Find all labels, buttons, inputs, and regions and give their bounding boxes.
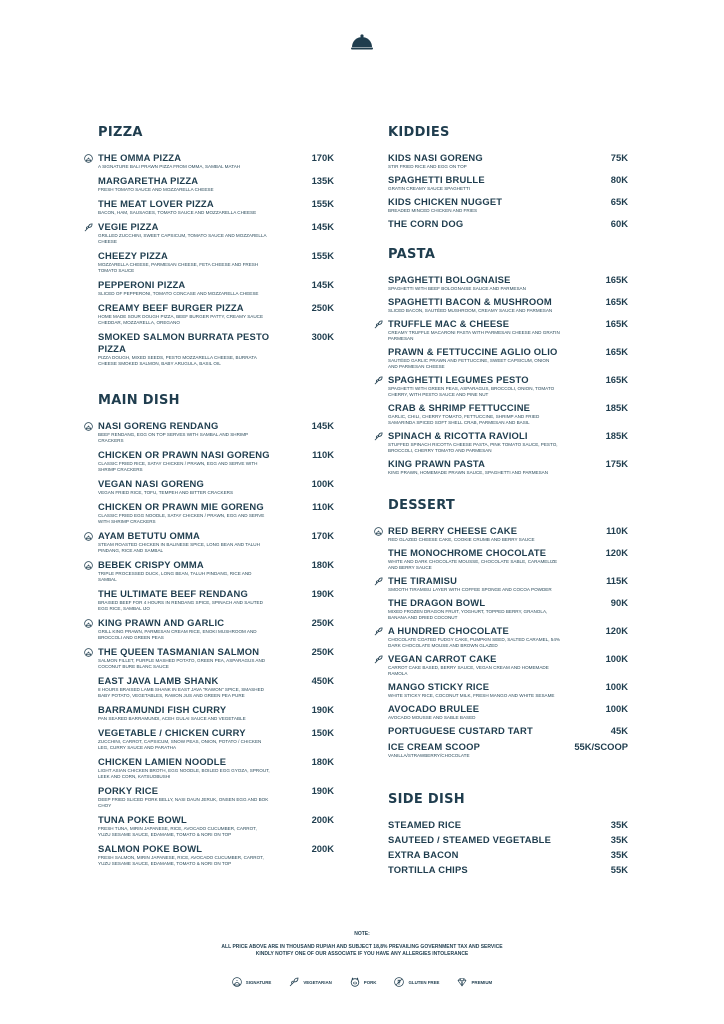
section-title: MAIN DISH <box>98 393 180 408</box>
menu-item-row <box>388 849 628 861</box>
menu-item-name: MARGARETHA PIZZA <box>98 175 199 186</box>
menu-item-price: 165K <box>605 346 628 357</box>
menu-item-price: 65K <box>610 196 628 207</box>
menu-item-row <box>388 597 628 609</box>
menu-item-description: CLASSIC FRIED RICE, SATAY CHICKEN / PRAWN, EGG AND SERVE WITH SHRIMP CRACKERS <box>98 461 258 472</box>
menu-item <box>388 346 628 370</box>
menu-item-row <box>98 646 334 658</box>
menu-item-description: SALMON FILLET, PURPLE MASHED POTATO, GREEN PEA, ASPARAGUS AND COCONUT BURE BLANC SAUCE <box>98 658 266 669</box>
menu-item-description: 8 HOURS BRAISED LAMB SHANK IN EAST JAVA "RAWON" SPICE, SMASHED BABY POTATO, VEGETABLES, RAWON JUS AND GREEN PEA PURE <box>98 687 264 698</box>
menu-item-name: AVOCADO BRULEE <box>388 703 480 714</box>
menu-item-price: 250K <box>311 646 334 657</box>
item-list <box>388 152 628 230</box>
menu-item-price: 100K <box>605 681 628 692</box>
menu-item-name: THE OMMA PIZZA <box>98 152 182 163</box>
menu-item-row <box>388 703 628 715</box>
menu-item-row <box>98 152 334 164</box>
menu-item-price: 180K <box>311 756 334 767</box>
menu-item-name: SMOKED SALMON BURRATA PESTO PIZZA <box>98 331 270 354</box>
menu-item <box>98 588 334 612</box>
menu-item-row <box>388 525 628 537</box>
menu-item-name: SALMON POKE BOWL <box>98 843 203 854</box>
menu-item-name: TORTILLA CHIPS <box>388 864 468 875</box>
menu-item <box>98 221 334 245</box>
menu-item <box>98 646 334 670</box>
menu-item-row <box>388 152 628 164</box>
menu-item-price: 180K <box>311 559 334 570</box>
menu-item <box>388 625 628 649</box>
menu-item <box>388 819 628 831</box>
menu-item-price: 115K <box>606 575 628 586</box>
menu-item-name: SPAGHETTI BRULLE <box>388 174 485 185</box>
menu-item-name: KING PRAWN AND GARLIC <box>98 617 225 628</box>
menu-item-name: PRAWN & FETTUCCINE AGLIO OLIO <box>388 346 558 357</box>
menu-item-description: RED GLAZED CHEESE CAKE, COOKIE CRUMB AND BERRY SAUCE <box>388 537 535 542</box>
menu-item-row <box>98 530 334 542</box>
menu-item-row <box>388 296 628 308</box>
premium-icon <box>457 977 467 987</box>
menu-item-name: STEAMED RICE <box>388 819 462 830</box>
menu-item <box>388 741 628 759</box>
menu-item-row <box>98 704 334 716</box>
menu-item-name: THE ULTIMATE BEEF RENDANG <box>98 588 248 599</box>
menu-item <box>388 430 628 454</box>
menu-item-row <box>98 559 334 571</box>
menu-item-description: LIGHT ASIAN CHICKEN BROTH, EGG NOODLE, BOILED EGG GYOZA, SPROUT, LEEK AND CORN, KATSUOBUSHI <box>98 768 270 779</box>
menu-item-description: FRESH SALMON, MIRIN JAPANESE, RICE, AVOCADO CUCUMBER, CARROT, YUZU SESAME SAUCE, EDAMAME, TOMATO & NORI ON TOP <box>98 855 264 866</box>
menu-item-price: 120K <box>605 547 628 558</box>
legend-label: GLUTEN FREE <box>408 979 440 985</box>
menu-item-price: 100K <box>605 653 628 664</box>
menu-item-description: SAUTÉED GARLIC PRAWN AND FETTUCCINE, SWEET CAPSICUM, ONION AND PARMESAN CHEESE <box>388 358 550 369</box>
menu-item-name: CREAMY BEEF BURGER PIZZA <box>98 302 244 313</box>
menu-item <box>98 814 334 838</box>
menu-item <box>98 785 334 809</box>
section-kiddies <box>388 124 628 234</box>
menu-item <box>98 501 334 525</box>
menu-item-description: SLICED BACON, SAUTÉED MUSHROOM, CREAMY SAUCE AND PARMESAN <box>388 308 553 313</box>
menu-item-description: A SIGNATURE BALI PRAWN PIZZA FROM OMMA, SAMBAL MATAH <box>98 164 241 169</box>
menu-item-description: STIR FRIED RICE AND EGG ON TOP <box>388 164 467 169</box>
item-list <box>98 152 334 367</box>
menu-item-name: VEGIE PIZZA <box>98 221 159 232</box>
menu-item-price: 155K <box>311 250 334 261</box>
menu-item-row <box>388 575 628 587</box>
vegetarian-icon <box>374 432 383 441</box>
note-line-allergy: KINDLY NOTIFY ONE OF OUR ASSOCIATE IF YOU HAVE ANY ALLERGIES INTOLERANCE <box>255 951 469 957</box>
signature-icon <box>84 619 93 628</box>
menu-item-description: PAN SEARED BARRAMUNDI, ACEH GULAI SAUCE AND VEGETABLE <box>98 716 246 721</box>
menu-item-row <box>388 274 628 286</box>
section-pasta <box>388 246 628 480</box>
menu-item-row <box>388 218 628 230</box>
menu-item-description: BREADED MINCED CHICKEN AND FRIES <box>388 208 478 213</box>
menu-item-row <box>98 617 334 629</box>
menu-item-row <box>98 420 334 432</box>
menu-item-name: THE TIRAMISU <box>388 575 458 586</box>
menu-item-description: TRIPLE PROCESSED DUCK, LONG BEAN, TALUH PINDANG, RICE AND SAMBAL <box>98 571 252 582</box>
menu-item-row <box>388 318 628 330</box>
menu-item-name: CHICKEN OR PRAWN NASI GORENG <box>98 449 270 460</box>
menu-item-name: VEGAN NASI GORENG <box>98 478 205 489</box>
menu-item-price: 100K <box>311 478 334 489</box>
menu-item-name: A HUNDRED CHOCOLATE <box>388 625 509 636</box>
menu-item-row <box>98 250 334 262</box>
menu-item <box>388 597 628 621</box>
menu-item <box>388 174 628 192</box>
item-list <box>388 525 628 759</box>
menu-item-price: 185K <box>605 402 628 413</box>
menu-item <box>388 834 628 846</box>
menu-item-row <box>98 331 334 355</box>
menu-item-name: SPINACH & RICOTTA RAVIOLI <box>388 430 528 441</box>
menu-item <box>98 198 334 216</box>
menu-item-row <box>388 374 628 386</box>
menu-item-name: THE DRAGON BOWL <box>388 597 486 608</box>
menu-item-price: 60K <box>610 218 628 229</box>
section-side-dish <box>388 791 628 879</box>
menu-item-description: WHITE STICKY RICE, COCONUT MILK, FRESH MANGO AND WHITE SESAME <box>388 693 555 698</box>
menu-item-name: EAST JAVA LAMB SHANK <box>98 675 219 686</box>
gluten-free-icon <box>394 977 404 987</box>
menu-item-name: KIDS NASI GORENG <box>388 152 483 163</box>
menu-item-row <box>388 174 628 186</box>
menu-item-description: SMOOTH TIRAMISU LAYER WITH COFFEE SPONGE AND COCOA POWDER <box>388 587 552 592</box>
menu-item-description: PIZZA DOUGH, MIXED SEEDS, PESTO MOZZARELLA CHEESE, BURRATA CHEESE SMOKED SALMON, BABY ARUGULA, BASIL OIL <box>98 355 257 366</box>
section-title: SIDE DISH <box>388 792 465 807</box>
signature-icon <box>84 648 93 657</box>
menu-item-price: 175K <box>605 458 628 469</box>
vegetarian-icon <box>374 320 383 329</box>
menu-item-description: HOME MADE SOUR DOUGH PIZZA, BEEF BURGER PATTY, CREAMY SAUCE CHEDDAR, MOZZARELLA, OREGANO <box>98 314 264 325</box>
menu-item-name: KING PRAWN PASTA <box>388 458 486 469</box>
menu-item-row <box>98 501 334 513</box>
legend-item-pork <box>350 977 377 987</box>
vegetarian-icon <box>374 655 383 664</box>
legend-item-vegetarian <box>289 977 331 987</box>
menu-item-price: 170K <box>311 530 334 541</box>
menu-item-price: 145K <box>311 420 334 431</box>
menu-item-price: 90K <box>610 597 628 608</box>
pork-icon <box>350 977 360 987</box>
menu-item-price: 165K <box>605 274 628 285</box>
menu-item <box>388 653 628 677</box>
menu-item-name: CHEEZY PIZZA <box>98 250 168 261</box>
menu-item-row <box>98 785 334 797</box>
menu-item-row <box>98 756 334 768</box>
menu-item-price: 155K <box>311 198 334 209</box>
menu-item-price: 190K <box>311 704 334 715</box>
menu-item <box>388 274 628 292</box>
menu-item <box>98 617 334 641</box>
legend <box>0 977 724 987</box>
menu-item <box>98 704 334 722</box>
vegetarian-icon <box>289 977 299 987</box>
menu-item-price: 55K <box>610 864 628 875</box>
menu-item-price: 165K <box>605 318 628 329</box>
menu-item <box>98 843 334 867</box>
menu-item-name: PORTUGUESE CUSTARD TART <box>388 725 533 736</box>
menu-item <box>388 402 628 426</box>
menu-item-row <box>98 449 334 461</box>
menu-item <box>388 725 628 737</box>
menu-item-description: WHITE AND DARK CHOCOLATE MOUSSE, CHOCOLATE SABLE, CARAMELIZE AND BERRY SAUCE <box>388 559 558 570</box>
menu-item-price: 185K <box>605 430 628 441</box>
menu-item-price: 80K <box>610 174 628 185</box>
menu-item-name: SPAGHETTI BACON & MUSHROOM <box>388 296 552 307</box>
menu-item-description: SPAGHETTI WITH BEEF BOLOGNAISE SAUCE AND PARMESAN <box>388 286 526 291</box>
menu-item-price: 170K <box>311 152 334 163</box>
menu-item <box>388 318 628 342</box>
menu-item-price: 110K <box>606 525 628 536</box>
menu-item-name: ICE CREAM SCOOP <box>388 741 481 752</box>
menu-item-price: 190K <box>311 588 334 599</box>
menu-item-description: CARROT CAKE BASED, BERRY SAUCE, VEGAN CREAM AND HOMEMADE RAMOLA <box>388 665 549 676</box>
menu-item-description: VEGAN FRIED RICE, TOFU, TEMPEH AND BITTER CRACKERS <box>98 490 234 495</box>
menu-item-row <box>388 625 628 637</box>
menu-item-price: 100K <box>605 703 628 714</box>
section-title: KIDDIES <box>388 125 450 140</box>
menu-item-row <box>388 681 628 693</box>
menu-item <box>98 559 334 583</box>
menu-item-row <box>388 725 628 737</box>
menu-item-row <box>98 198 334 210</box>
menu-item-name: THE QUEEN TASMANIAN SALMON <box>98 646 260 657</box>
menu-item-description: CLASSIC FRIED EGG NOODLE, SATAY CHICKEN / PRAWN, EGG AND SERVE WITH SHRIMP CRACKERS <box>98 513 265 524</box>
menu-item-row <box>388 864 628 876</box>
menu-item-name: PORKY RICE <box>98 785 159 796</box>
legend-label: VEGETARIAN <box>303 979 332 985</box>
menu-item-row <box>98 302 334 314</box>
menu-item-description: AVOCADO MOUSSE AND SABLE BASED <box>388 715 476 720</box>
menu-item <box>388 152 628 170</box>
menu-item <box>98 449 334 473</box>
menu-item-name: SPAGHETTI BOLOGNAISE <box>388 274 511 285</box>
menu-item-row <box>388 458 628 470</box>
menu-item-row <box>388 741 628 753</box>
menu-item-row <box>388 653 628 665</box>
section-title: PASTA <box>388 247 436 262</box>
section-pizza <box>98 124 334 372</box>
menu-item-name: THE MEAT LOVER PIZZA <box>98 198 214 209</box>
menu-item <box>388 296 628 314</box>
menu-item <box>98 530 334 554</box>
menu-item-description: SPAGHETTI WITH GREEN PEAS, ASPARAGUS, BROCCOLI, ONION, TOMATO CHERRY, WITH PESTO SAUCE AND PINE NUT <box>388 386 555 397</box>
menu-item-price: 75K <box>610 152 628 163</box>
menu-item-name: TUNA POKE BOWL <box>98 814 187 825</box>
menu-item-description: CREAMY TRUFFLE MACARONI PASTA WITH PARMESAN CHEESE AND GRATIN PARMESAN <box>388 330 560 341</box>
signature-icon <box>84 561 93 570</box>
menu-item-name: CHICKEN OR PRAWN MIE GORENG <box>98 501 264 512</box>
menu-item-price: 250K <box>311 302 334 313</box>
menu-item-price: 120K <box>605 625 628 636</box>
menu-item-name: EXTRA BACON <box>388 849 459 860</box>
menu-item <box>388 864 628 876</box>
menu-item-row <box>98 175 334 187</box>
menu-item-name: BEBEK CRISPY OMMA <box>98 559 204 570</box>
vegetarian-icon <box>374 376 383 385</box>
vegetarian-icon <box>374 577 383 586</box>
menu-item-price: 35K <box>610 819 628 830</box>
menu-item-price: 200K <box>311 843 334 854</box>
menu-item <box>388 218 628 230</box>
menu-item-description: STEAM ROASTED CHICKEN IN BALINESE SPICE, LONG BEAN AND TALUH PINDANG, RICE AND SAMBAL <box>98 542 260 553</box>
menu-item-price: 145K <box>311 221 334 232</box>
vegetarian-icon <box>374 627 383 636</box>
menu-item-name: AYAM BETUTU OMMA <box>98 530 200 541</box>
legend-label: SIGNATURE <box>245 979 272 985</box>
section-title: DESSERT <box>388 498 456 513</box>
menu-item-row <box>388 402 628 414</box>
menu-item-description: FRESH TOMATO SAUCE AND MOZZARELLA CHEESE <box>98 187 214 192</box>
menu-item-row <box>388 547 628 559</box>
cloche-icon <box>351 34 373 50</box>
legend-item-premium <box>457 977 492 987</box>
menu-item <box>388 681 628 699</box>
menu-item-row <box>98 814 334 826</box>
menu-item-row <box>98 221 334 233</box>
menu-item-description: BRAISED BEEF FOR 4 HOURS IN RENDANG SPICE, SPINACH AND SAUTED EGG RICE, SAMBAL IJO <box>98 600 263 611</box>
menu-item-name: PEPPERONI PIZZA <box>98 279 186 290</box>
menu-item <box>98 152 334 170</box>
section-main-dish <box>98 392 334 872</box>
menu-item-price: 300K <box>311 331 334 342</box>
menu-item-description: BEEF RENDANG, EGG ON TOP SERVES WITH SAMBAL AND SHRIMP CRACKERS <box>98 432 249 443</box>
menu-item <box>388 196 628 214</box>
legend-item-signature <box>232 977 272 987</box>
menu-item-description: MOZZARELLA CHEESE, PARMESAN CHEESE, FETA CHEESE AND FRESH TOMATO SAUCE <box>98 262 259 273</box>
legend-item-gluten-free <box>394 977 439 987</box>
menu-item-description: MIXED FROZEN DRAGON FRUIT, YOGHURT, TOPPED BERRY, GRANOLA, BANANA AND DRIED COCONUT <box>388 609 548 620</box>
menu-item-row <box>388 834 628 846</box>
signature-icon <box>84 154 93 163</box>
menu-item-name: TRUFFLE MAC & CHEESE <box>388 318 510 329</box>
menu-item <box>98 727 334 751</box>
item-list <box>388 274 628 476</box>
signature-icon <box>84 532 93 541</box>
menu-item-price: 55K/SCOOP <box>574 741 628 752</box>
menu-item-name: CHICKEN LAMIEN NOODLE <box>98 756 227 767</box>
menu-item-name: BARRAMUNDI FISH CURRY <box>98 704 227 715</box>
legend-label: PREMIUM <box>471 979 493 985</box>
menu-item-name: KIDS CHICKEN NUGGET <box>388 196 503 207</box>
menu-item <box>388 374 628 398</box>
menu-item-name: THE CORN DOG <box>388 218 464 229</box>
menu-item <box>388 849 628 861</box>
menu-item-row <box>98 675 334 687</box>
menu-item-price: 110K <box>312 449 334 460</box>
section-dessert <box>388 497 628 763</box>
menu-item-price: 450K <box>311 675 334 686</box>
menu-item-price: 135K <box>311 175 334 186</box>
note-line-tax: ALL PRICE ABOVE ARE IN THOUSAND RUPIAH AND SUBJECT 18,8% PREVAILING GOVERNMENT TAX AND SERVICE <box>221 944 503 950</box>
menu-item-price: 200K <box>311 814 334 825</box>
menu-item-description: VANILLA/STRAWBERRY/CHOCOLATE <box>388 753 470 758</box>
menu-item-name: SAUTEED / STEAMED VEGETABLE <box>388 834 552 845</box>
footer-note <box>0 930 724 958</box>
menu-item-row <box>388 430 628 442</box>
menu-item-price: 45K <box>610 725 628 736</box>
menu-item-description: CHOCOLATE COATED FUDGY CAKE, PUMPKIN SEED, SALTED CARAMEL, 54% DARK CHOCOLATE MOUSE AND BROWN GLAZED <box>388 637 560 648</box>
menu-item-row <box>388 196 628 208</box>
menu-item <box>98 420 334 444</box>
menu-item <box>98 175 334 193</box>
menu-item-description: ZUCCHINI, CARROT, CAPSICUM, SNOW PEAS, ONION, POTATO / CHICKEN LEG, CURRY SAUCE AND PARATHA <box>98 739 262 750</box>
menu-item <box>98 331 334 367</box>
menu-item-row <box>98 478 334 490</box>
menu-item-name: MANGO STICKY RICE <box>388 681 490 692</box>
menu-item-row <box>98 279 334 291</box>
menu-item-description: FRESH TUNA, MIRIN JAPANESE, RICE, AVOCADO CUCUMBER, CARROT, YUZU SESAME SAUCE, EDAMAME, TOMATO & NORI ON TOP <box>98 826 257 837</box>
menu-item-description: GRILLED ZUCCHINI, SWEET CAPSICUM, TOMATO SAUCE AND MOZZARELLA CHEESE <box>98 233 267 244</box>
menu-item-description: GARLIC, CHILI, CHERRY TOMATO, FETTUCCINE, SHRIMP AND FRIED SAMARINDA SPICED SOFT SHELL CRAB, PARMESAN AND BASIL <box>388 414 540 425</box>
menu-item-name: VEGAN CARROT CAKE <box>388 653 497 664</box>
menu-item-description: SLICED OF PEPPERONI, TOMATO CONCASE AND MOZZARELLA CHEESE <box>98 291 259 296</box>
menu-item-row <box>98 727 334 739</box>
vegetarian-icon <box>84 223 93 232</box>
menu-item-price: 145K <box>311 279 334 290</box>
menu-item-row <box>98 843 334 855</box>
menu-item-price: 250K <box>311 617 334 628</box>
menu-item <box>98 279 334 297</box>
item-list <box>98 420 334 867</box>
menu-item-price: 35K <box>610 834 628 845</box>
menu-item-price: 165K <box>605 296 628 307</box>
menu-item-row <box>388 346 628 358</box>
menu-item-description: BACON, HAM, SAUSAGES, TOMATO SAUCE AND MOZZARELLA CHEESE <box>98 210 257 215</box>
menu-item <box>388 458 628 476</box>
menu-item <box>98 478 334 496</box>
menu-item-name: NASI GORENG RENDANG <box>98 420 219 431</box>
menu-item-price: 150K <box>311 727 334 738</box>
menu-item-name: SPAGHETTI LEGUMES PESTO <box>388 374 529 385</box>
menu-item-price: 35K <box>610 849 628 860</box>
menu-item-price: 190K <box>311 785 334 796</box>
menu-item <box>388 525 628 543</box>
menu-item <box>98 250 334 274</box>
section-title: PIZZA <box>98 125 143 140</box>
menu-item-row <box>98 588 334 600</box>
menu-item-name: VEGETABLE / CHICKEN CURRY <box>98 727 246 738</box>
item-list <box>388 819 628 876</box>
legend-label: PORK <box>363 979 377 985</box>
signature-icon <box>84 422 93 431</box>
menu-item-description: GRILL KING PRAWN, PARMESAN CREAM RICE, ENOKI MUSHROOM AND BROCCOLI AND GREEN PEAS <box>98 629 257 640</box>
menu-item-description: GRATIN CREAMY SAUCE SPAGHETTI <box>388 186 470 191</box>
menu-item <box>388 575 628 593</box>
menu-item-name: CRAB & SHRIMP FETTUCCINE <box>388 402 531 413</box>
signature-icon <box>232 977 242 987</box>
menu-item <box>388 547 628 571</box>
menu-item-name: THE MONOCHROME CHOCOLATE <box>388 547 547 558</box>
menu-item <box>98 756 334 780</box>
note-title: NOTE: <box>354 931 370 937</box>
menu-item-price: 110K <box>312 501 334 512</box>
menu-item-row <box>388 819 628 831</box>
menu-item-description: KING PRAWN, HOMEMADE PRAWN SAUCE, SPAGHETTI AND PARMESAN <box>388 470 549 475</box>
menu-item <box>98 675 334 699</box>
menu-item <box>388 703 628 721</box>
menu-item-price: 165K <box>605 374 628 385</box>
menu-item-description: STUFFED SPINACH RICOTTA CHEESE PASTA, PINK TOMATO SAUCE, PESTO, BROCCOLI, CHERRY TOMATO AND PARMESAN <box>388 442 558 453</box>
menu-item-name: RED BERRY CHEESE CAKE <box>388 525 518 536</box>
signature-icon <box>374 527 383 536</box>
menu-item-description: DEEP FRIED SLICED PORK BELLY, NASI DAUN JERUK, ONSEN EGG AND BOK CHOY <box>98 797 269 808</box>
menu-item <box>98 302 334 326</box>
